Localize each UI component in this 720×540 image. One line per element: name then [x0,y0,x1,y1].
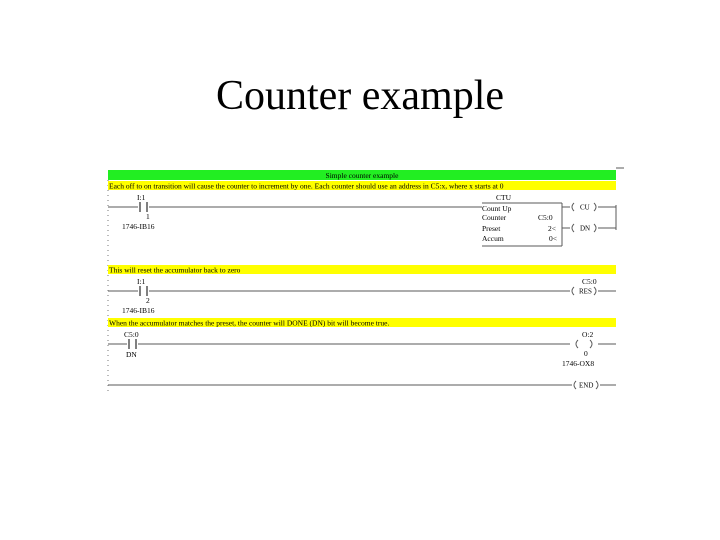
rung2-coil-bit: 0 [584,349,588,358]
rung1-contact-module: 1746-IB16 [122,306,155,315]
slide-title: Counter example [215,73,505,119]
rung2-coil-address: O:2 [582,330,594,339]
rung0-contact-module: 1746-IB16 [122,222,155,231]
end-label: END [579,381,594,390]
rung1-contact-symbol [140,286,147,296]
header-title: Simple counter example [325,171,399,180]
ctu-preset-label: Preset [482,224,501,233]
rung0-comment: Each off to on transition will cause the counter to increment by one. Each counter should use an address in C5:x, where x starts at 0 [109,181,504,191]
ctu-counter-value: C5:0 [538,213,553,222]
rung0-contact-symbol [140,202,147,212]
ctu-accum-value: 0< [549,234,557,243]
ctu-preset-value: 2< [548,224,556,233]
rung2-comment: When the accumulator matches the preset, the counter will DONE (DN) bit will become true. [109,318,390,328]
ctu-dn-label: DN [580,224,591,233]
rung2-contact-address: C5:0 [124,330,139,339]
ctu-accum-label: Accum [482,234,504,243]
rung1-contact-address: I:1 [137,277,146,286]
rung1-contact-bit: 2 [146,296,150,305]
rung1-comment: This will reset the accumulator back to zero [109,265,241,275]
rung2-output-coil [576,340,592,348]
rung0-contact-address: I:1 [137,193,146,202]
ctu-cu-label: CU [580,203,590,212]
rung2-coil-module: 1746-OX8 [562,359,595,368]
ctu-block-name: CTU [496,193,511,202]
ctu-counter-label: Counter [482,213,507,222]
rung2-contact-symbol [129,339,136,349]
rung0-contact-bit: 1 [146,212,150,221]
rung1-coil-instr: RES [579,287,592,296]
ctu-type: Count Up [482,204,512,213]
rung2-contact-bit: DN [126,350,137,359]
rung1-coil-address: C5:0 [582,277,597,286]
